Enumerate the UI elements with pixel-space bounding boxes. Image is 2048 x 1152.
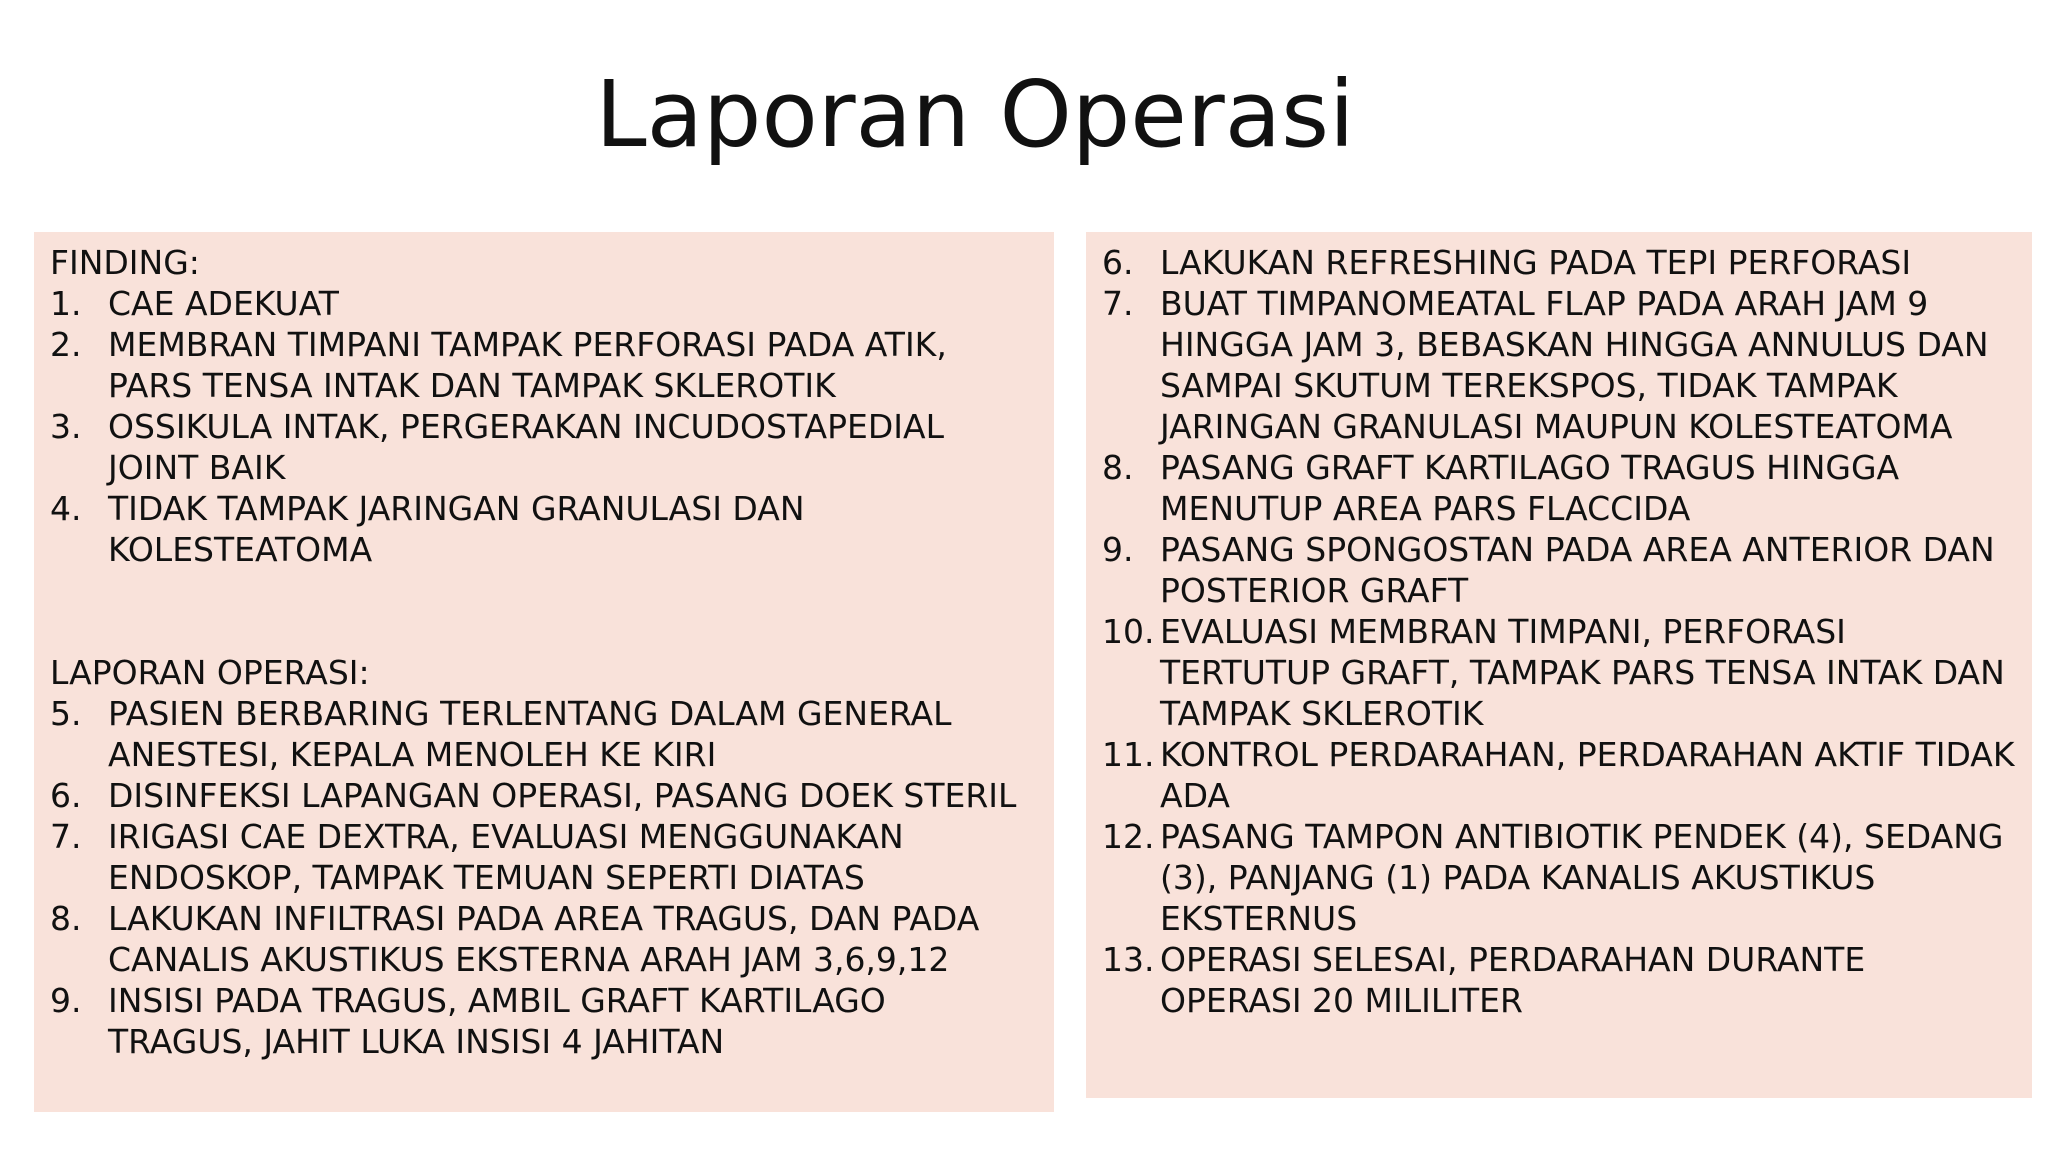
finding-list bbox=[50, 283, 1038, 570]
report-list-continued bbox=[1102, 242, 2016, 1021]
list-item bbox=[1102, 611, 2016, 734]
list-item bbox=[50, 406, 1038, 488]
list-item bbox=[50, 283, 1038, 324]
list-item-number: 12. bbox=[1102, 817, 1155, 856]
list-item bbox=[1102, 529, 2016, 611]
list-item-text: OPERASI SELESAI, PERDARAHAN DURANTE OPERASI 20 MILILITER bbox=[1160, 940, 1866, 1020]
list-item-text: TIDAK TAMPAK JARINGAN GRANULASI DAN KOLESTEATOMA bbox=[108, 489, 805, 569]
list-item-text: CAE ADEKUAT bbox=[108, 284, 339, 323]
list-item bbox=[1102, 939, 2016, 1021]
list-item bbox=[50, 324, 1038, 406]
list-item-text: LAKUKAN INFILTRASI PADA AREA TRAGUS, DAN PADA CANALIS AKUSTIKUS EKSTERNA ARAH JAM 3,6,9,12 bbox=[108, 899, 980, 979]
list-item-text: MEMBRAN TIMPANI TAMPAK PERFORASI PADA ATIK, PARS TENSA INTAK DAN TAMPAK SKLEROTIK bbox=[108, 325, 947, 405]
list-item-number: 7. bbox=[50, 817, 82, 856]
list-item-text: KONTROL PERDARAHAN, PERDARAHAN AKTIF TIDAK ADA bbox=[1160, 735, 2015, 815]
list-item-number: 6. bbox=[1102, 243, 1134, 282]
list-item-text: IRIGASI CAE DEXTRA, EVALUASI MENGGUNAKAN ENDOSKOP, TAMPAK TEMUAN SEPERTI DIATAS bbox=[108, 817, 904, 897]
list-item bbox=[1102, 447, 2016, 529]
list-item-text: PASANG GRAFT KARTILAGO TRAGUS HINGGA MENUTUP AREA PARS FLACCIDA bbox=[1160, 448, 1900, 528]
list-item-number: 8. bbox=[1102, 448, 1134, 487]
list-item bbox=[50, 488, 1038, 570]
finding-heading: FINDING: bbox=[50, 243, 200, 282]
list-item-number: 8. bbox=[50, 899, 82, 938]
list-item-text: LAKUKAN REFRESHING PADA TEPI PERFORASI bbox=[1160, 243, 1912, 282]
report-heading: LAPORAN OPERASI: bbox=[50, 653, 370, 692]
list-item-number: 11. bbox=[1102, 735, 1155, 774]
list-item-number: 9. bbox=[50, 981, 82, 1020]
list-item-number: 6. bbox=[50, 776, 82, 815]
list-item-number: 13. bbox=[1102, 940, 1155, 979]
list-item-text: BUAT TIMPANOMEATAL FLAP PADA ARAH JAM 9 HINGGA JAM 3, BEBASKAN HINGGA ANNULUS DAN SAMPAI SKUTUM TEREKSPOS, TIDAK TAMPAK JARINGAN GRANULASI MAUPUN KOLESTEATOMA bbox=[1160, 284, 1989, 446]
right-panel bbox=[1086, 232, 2032, 1098]
list-item-number: 4. bbox=[50, 489, 82, 528]
report-list bbox=[50, 693, 1038, 1062]
left-panel bbox=[34, 232, 1054, 1112]
list-item bbox=[50, 775, 1038, 816]
list-item-text: PASANG TAMPON ANTIBIOTIK PENDEK (4), SEDANG (3), PANJANG (1) PADA KANALIS AKUSTIKUS EKSTERNUS bbox=[1160, 817, 2004, 938]
list-item-number: 2. bbox=[50, 325, 82, 364]
list-item-text: OSSIKULA INTAK, PERGERAKAN INCUDOSTAPEDIAL JOINT BAIK bbox=[108, 407, 944, 487]
list-item-number: 1. bbox=[50, 284, 82, 323]
list-item-text: INSISI PADA TRAGUS, AMBIL GRAFT KARTILAGO TRAGUS, JAHIT LUKA INSISI 4 JAHITAN bbox=[108, 981, 886, 1061]
list-item bbox=[1102, 242, 2016, 283]
list-item-text: DISINFEKSI LAPANGAN OPERASI, PASANG DOEK STERIL bbox=[108, 776, 1017, 815]
list-item-text: PASIEN BERBARING TERLENTANG DALAM GENERAL ANESTESI, KEPALA MENOLEH KE KIRI bbox=[108, 694, 952, 774]
list-item-number: 10. bbox=[1102, 612, 1155, 651]
list-item bbox=[50, 980, 1038, 1062]
list-item-number: 9. bbox=[1102, 530, 1134, 569]
list-item-number: 3. bbox=[50, 407, 82, 446]
list-item bbox=[1102, 816, 2016, 939]
page-title: Laporan Operasi bbox=[595, 61, 1355, 168]
section-spacer bbox=[50, 570, 1038, 652]
list-item bbox=[50, 898, 1038, 980]
list-item-text: PASANG SPONGOSTAN PADA AREA ANTERIOR DAN POSTERIOR GRAFT bbox=[1160, 530, 1995, 610]
list-item bbox=[1102, 734, 2016, 816]
list-item-number: 5. bbox=[50, 694, 82, 733]
list-item bbox=[1102, 283, 2016, 447]
list-item bbox=[50, 816, 1038, 898]
list-item-text: EVALUASI MEMBRAN TIMPANI, PERFORASI TERTUTUP GRAFT, TAMPAK PARS TENSA INTAK DAN TAMPAK SKLEROTIK bbox=[1160, 612, 2005, 733]
list-item bbox=[50, 693, 1038, 775]
list-item-number: 7. bbox=[1102, 284, 1134, 323]
